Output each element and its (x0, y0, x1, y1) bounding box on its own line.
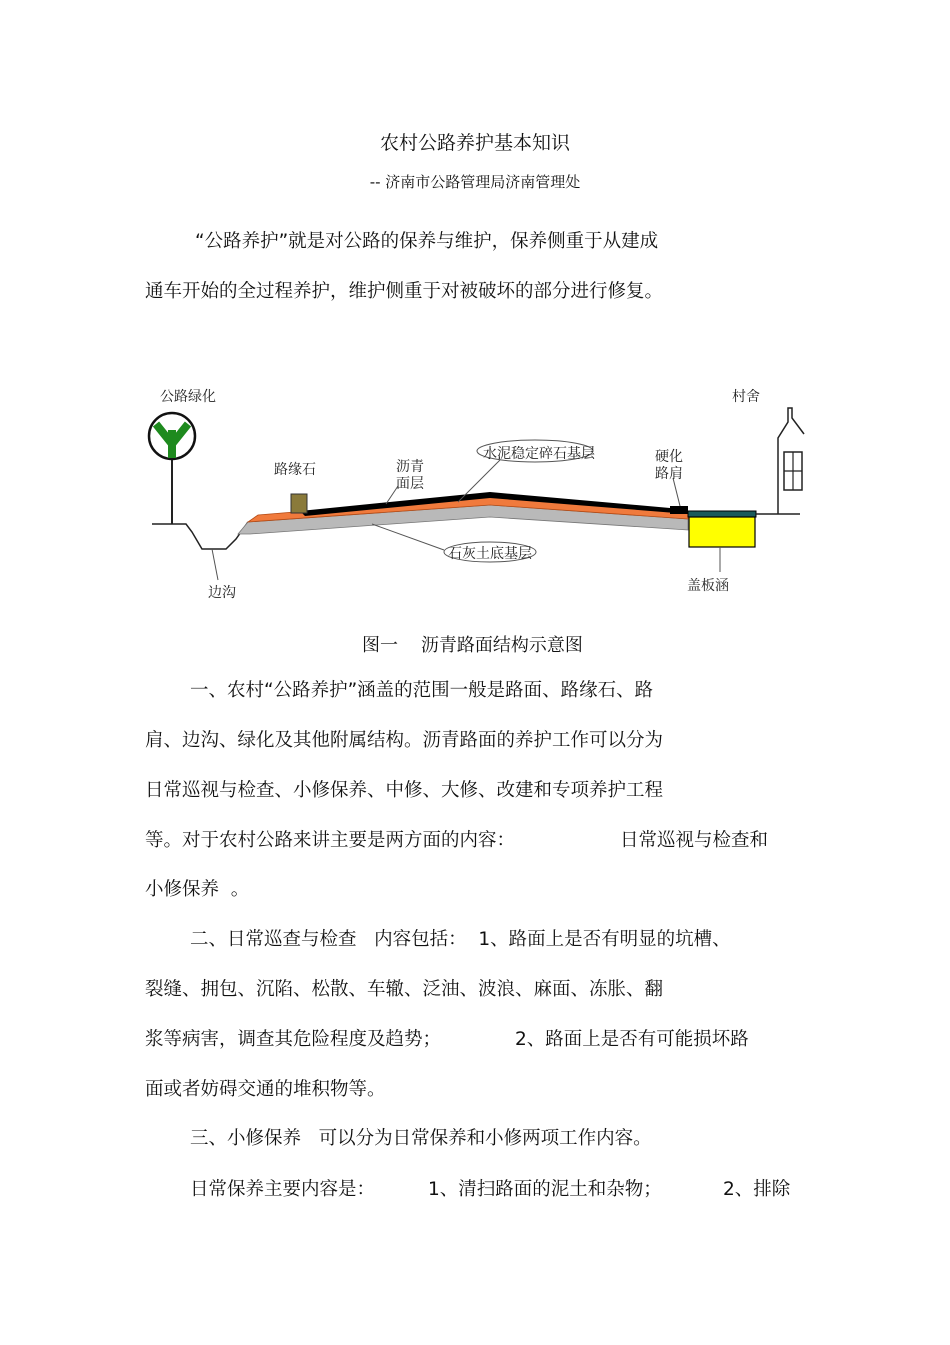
label-cement-base: 水泥稳定碎石基层 (483, 446, 595, 462)
s2-line-4: 面或者妨碍交通的堆积物等。 (145, 1079, 386, 1100)
lime-subbase-leader (372, 524, 444, 550)
label-village: 村舍 (732, 389, 760, 405)
label-asphalt-2: 面层 (396, 476, 424, 492)
s3-line-2a: 日常保养主要内容是： (190, 1179, 376, 1200)
ditch-leader (212, 549, 218, 580)
s1-line-3: 日常巡视与检查、小修保养、中修、大修、改建和专项养护工程 (145, 780, 664, 801)
label-lime-subbase: 石灰土底基层 (448, 546, 532, 562)
intro-line-1: “公路养护”就是对公路的保养与维护，保养侧重于从建成 (195, 231, 659, 252)
culvert-box (689, 517, 755, 547)
s3-line-2b: 1、清扫路面的泥土和杂物； (428, 1179, 662, 1200)
house-outline (778, 408, 804, 514)
figure-caption: 图一 沥青路面结构示意图 (362, 635, 583, 656)
s3-line-1: 三、小修保养 可以分为日常保养和小修两项工作内容。 (190, 1128, 652, 1149)
s1-line-4b: 日常巡视与检查和 (620, 830, 769, 851)
s1-line-5: 小修保养 。 (145, 879, 250, 900)
label-greening: 公路绿化 (160, 389, 216, 405)
label-ditch: 边沟 (208, 585, 236, 601)
doc-subtitle: -- 济南市公路管理局济南管理处 (369, 173, 581, 191)
culvert-cover-slab (688, 511, 756, 517)
s2-line-3a: 浆等病害，调查其危险程度及趋势； (145, 1029, 442, 1050)
s1-line-1: 一、农村“公路养护”涵盖的范围一般是路面、路缘石、路 (190, 680, 654, 701)
s2-line-2: 裂缝、拥包、沉陷、松散、车辙、泛油、波浪、麻面、冻胀、翻 (145, 979, 664, 1000)
intro-line-2: 通车开始的全过程养护，维护侧重于对被破坏的部分进行修复。 (145, 281, 664, 302)
s1-line-4a: 等。对于农村公路来讲主要是两方面的内容： (145, 830, 516, 851)
doc-title: 农村公路养护基本知识 (379, 132, 570, 154)
s3-line-2c: 2、排除 (723, 1179, 791, 1200)
curb-stone (291, 494, 307, 513)
ditch-profile (152, 522, 248, 549)
label-shoulder-2: 路肩 (655, 466, 683, 482)
s1-line-2: 肩、边沟、绿化及其他附属结构。沥青路面的养护工作可以分为 (145, 730, 664, 751)
s2-line-3b: 2、路面上是否有可能损坏路 (515, 1029, 749, 1050)
label-curb: 路缘石 (274, 462, 316, 478)
label-culvert: 盖板涵 (687, 578, 729, 594)
label-shoulder-1: 硬化 (655, 449, 683, 465)
hard-shoulder (670, 506, 688, 514)
s2-line-1: 二、日常巡查与检查 内容包括： 1、路面上是否有明显的坑槽、 (190, 929, 731, 950)
label-asphalt-1: 沥青 (396, 459, 424, 475)
